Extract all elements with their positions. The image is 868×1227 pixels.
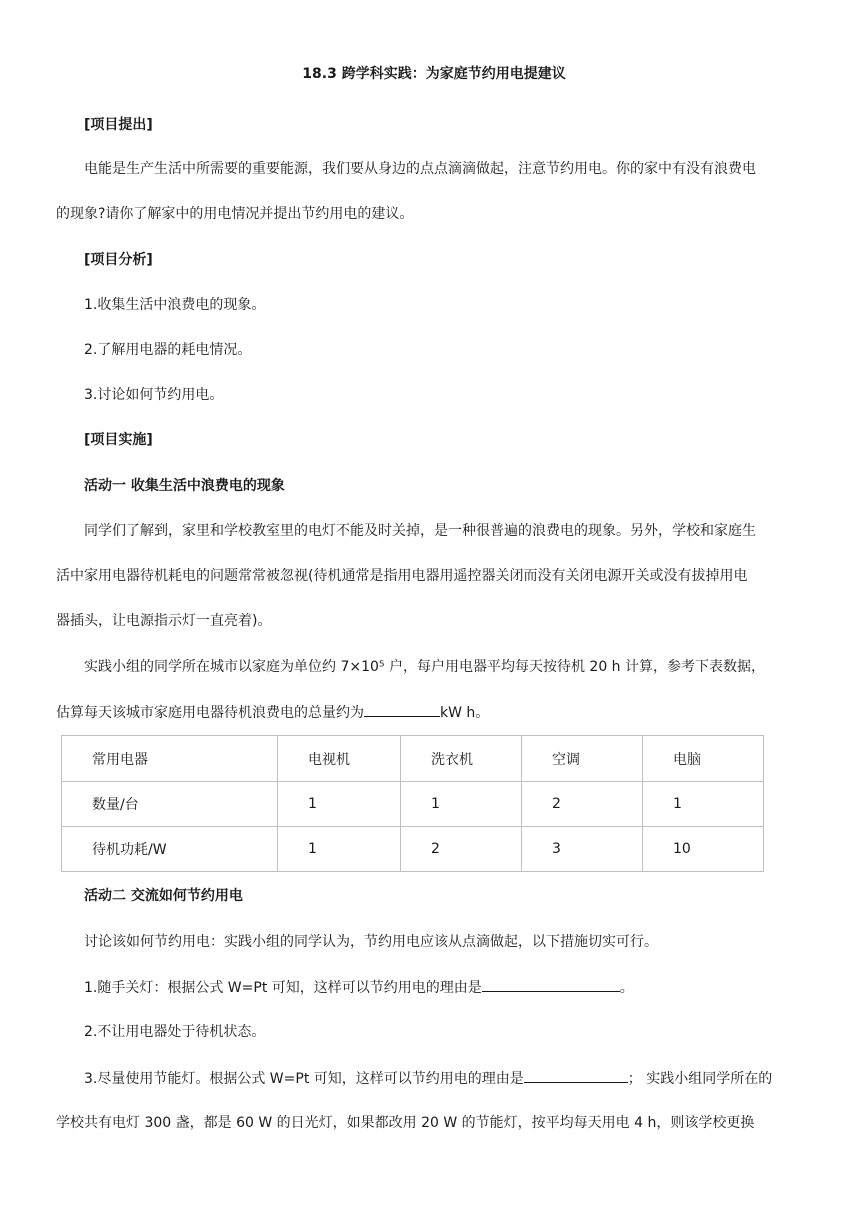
document-title: 18.3 跨学科实践：为家庭节约用电提建议	[302, 66, 566, 82]
section-heading-analysis: [项目分析]	[84, 252, 153, 268]
measure-3-continuation: ； 实践小组同学所在的	[627, 1071, 773, 1087]
paragraph-activity1-line-2: 活中家用电器待机耗电的问题常常被忽视(待机通常是指用电器用遥控器关闭而没有关闭电源开关或没有拔掉用电	[56, 568, 748, 584]
table-cell: 1	[643, 782, 764, 827]
paragraph-estimate-line-2	[56, 702, 489, 723]
measure-1-end: 。	[619, 980, 634, 996]
measure-1	[84, 977, 634, 998]
analysis-item-2: 2.了解用电器的耗电情况。	[84, 342, 252, 358]
table-cell: 1	[278, 782, 401, 827]
answer-blank-total-energy[interactable]	[364, 702, 440, 717]
table-cell: 10	[643, 827, 764, 872]
table-cell: 2	[401, 827, 522, 872]
paragraph-discussion: 讨论该如何节约用电：实践小组的同学认为，节约用电应该从点滴做起，以下措施切实可行。	[84, 934, 658, 950]
estimate-question-text: 估算每天该城市家庭用电器待机浪费电的总量约为	[56, 705, 364, 721]
table-header-cell: 洗衣机	[401, 736, 522, 782]
table-row	[62, 782, 764, 827]
paragraph-intro-line-2: 的现象?请你了解家中的用电情况并提出节约用电的建议。	[56, 206, 414, 222]
paragraph-activity1-line-1: 同学们了解到，家里和学校教室里的电灯不能及时关掉，是一种很普遍的浪费电的现象。另外，学校和家庭生	[84, 523, 756, 539]
section-heading-proposal: [项目提出]	[84, 117, 153, 133]
measure-1-text: 1.随手关灯：根据公式 W=Pt 可知，这样可以节约用电的理由是	[84, 980, 482, 996]
section-heading-implementation: [项目实施]	[84, 432, 153, 448]
table-header-cell: 电脑	[643, 736, 764, 782]
activity-2-heading: 活动二 交流如何节约用电	[84, 888, 243, 904]
answer-blank-reason-1[interactable]	[482, 977, 620, 992]
table-cell: 3	[522, 827, 643, 872]
estimate-unit-text: kW h。	[440, 705, 490, 721]
analysis-item-1: 1.收集生活中浪费电的现象。	[84, 297, 266, 313]
table-cell: 2	[522, 782, 643, 827]
analysis-item-3: 3.讨论如何节约用电。	[84, 387, 224, 403]
table-cell: 数量/台	[62, 782, 278, 827]
paragraph-estimate-line-1: 实践小组的同学所在城市以家庭为单位约 7×10⁵ 户，每户用电器平均每天按待机 20 h 计算，参考下表数据，	[84, 659, 766, 675]
appliance-standby-table	[61, 735, 764, 872]
paragraph-intro-line-1: 电能是生产生活中所需要的重要能源，我们要从身边的点点滴滴做起，注意节约用电。你的家中有没有浪费电	[84, 161, 756, 177]
measure-3-line-2: 学校共有电灯 300 盏，都是 60 W 的日光灯，如果都改用 20 W 的节能灯，按平均每天用电 4 h，则该学校更换	[56, 1115, 755, 1131]
paragraph-activity1-line-3: 器插头，让电源指示灯一直亮着)。	[56, 613, 272, 629]
table-header-cell: 常用电器	[62, 736, 278, 782]
table-cell: 1	[401, 782, 522, 827]
measure-2: 2.不让用电器处于待机状态。	[84, 1024, 266, 1040]
table-header-cell: 空调	[522, 736, 643, 782]
table-header-cell: 电视机	[278, 736, 401, 782]
measure-3-line-1	[84, 1068, 772, 1089]
table-header-row	[62, 736, 764, 782]
activity-1-heading: 活动一 收集生活中浪费电的现象	[84, 478, 285, 494]
answer-blank-reason-3[interactable]	[524, 1068, 628, 1083]
table-cell: 待机功耗/W	[62, 827, 278, 872]
table-cell: 1	[278, 827, 401, 872]
measure-3-text: 3.尽量使用节能灯。根据公式 W=Pt 可知，这样可以节约用电的理由是	[84, 1071, 524, 1087]
table-row	[62, 827, 764, 872]
